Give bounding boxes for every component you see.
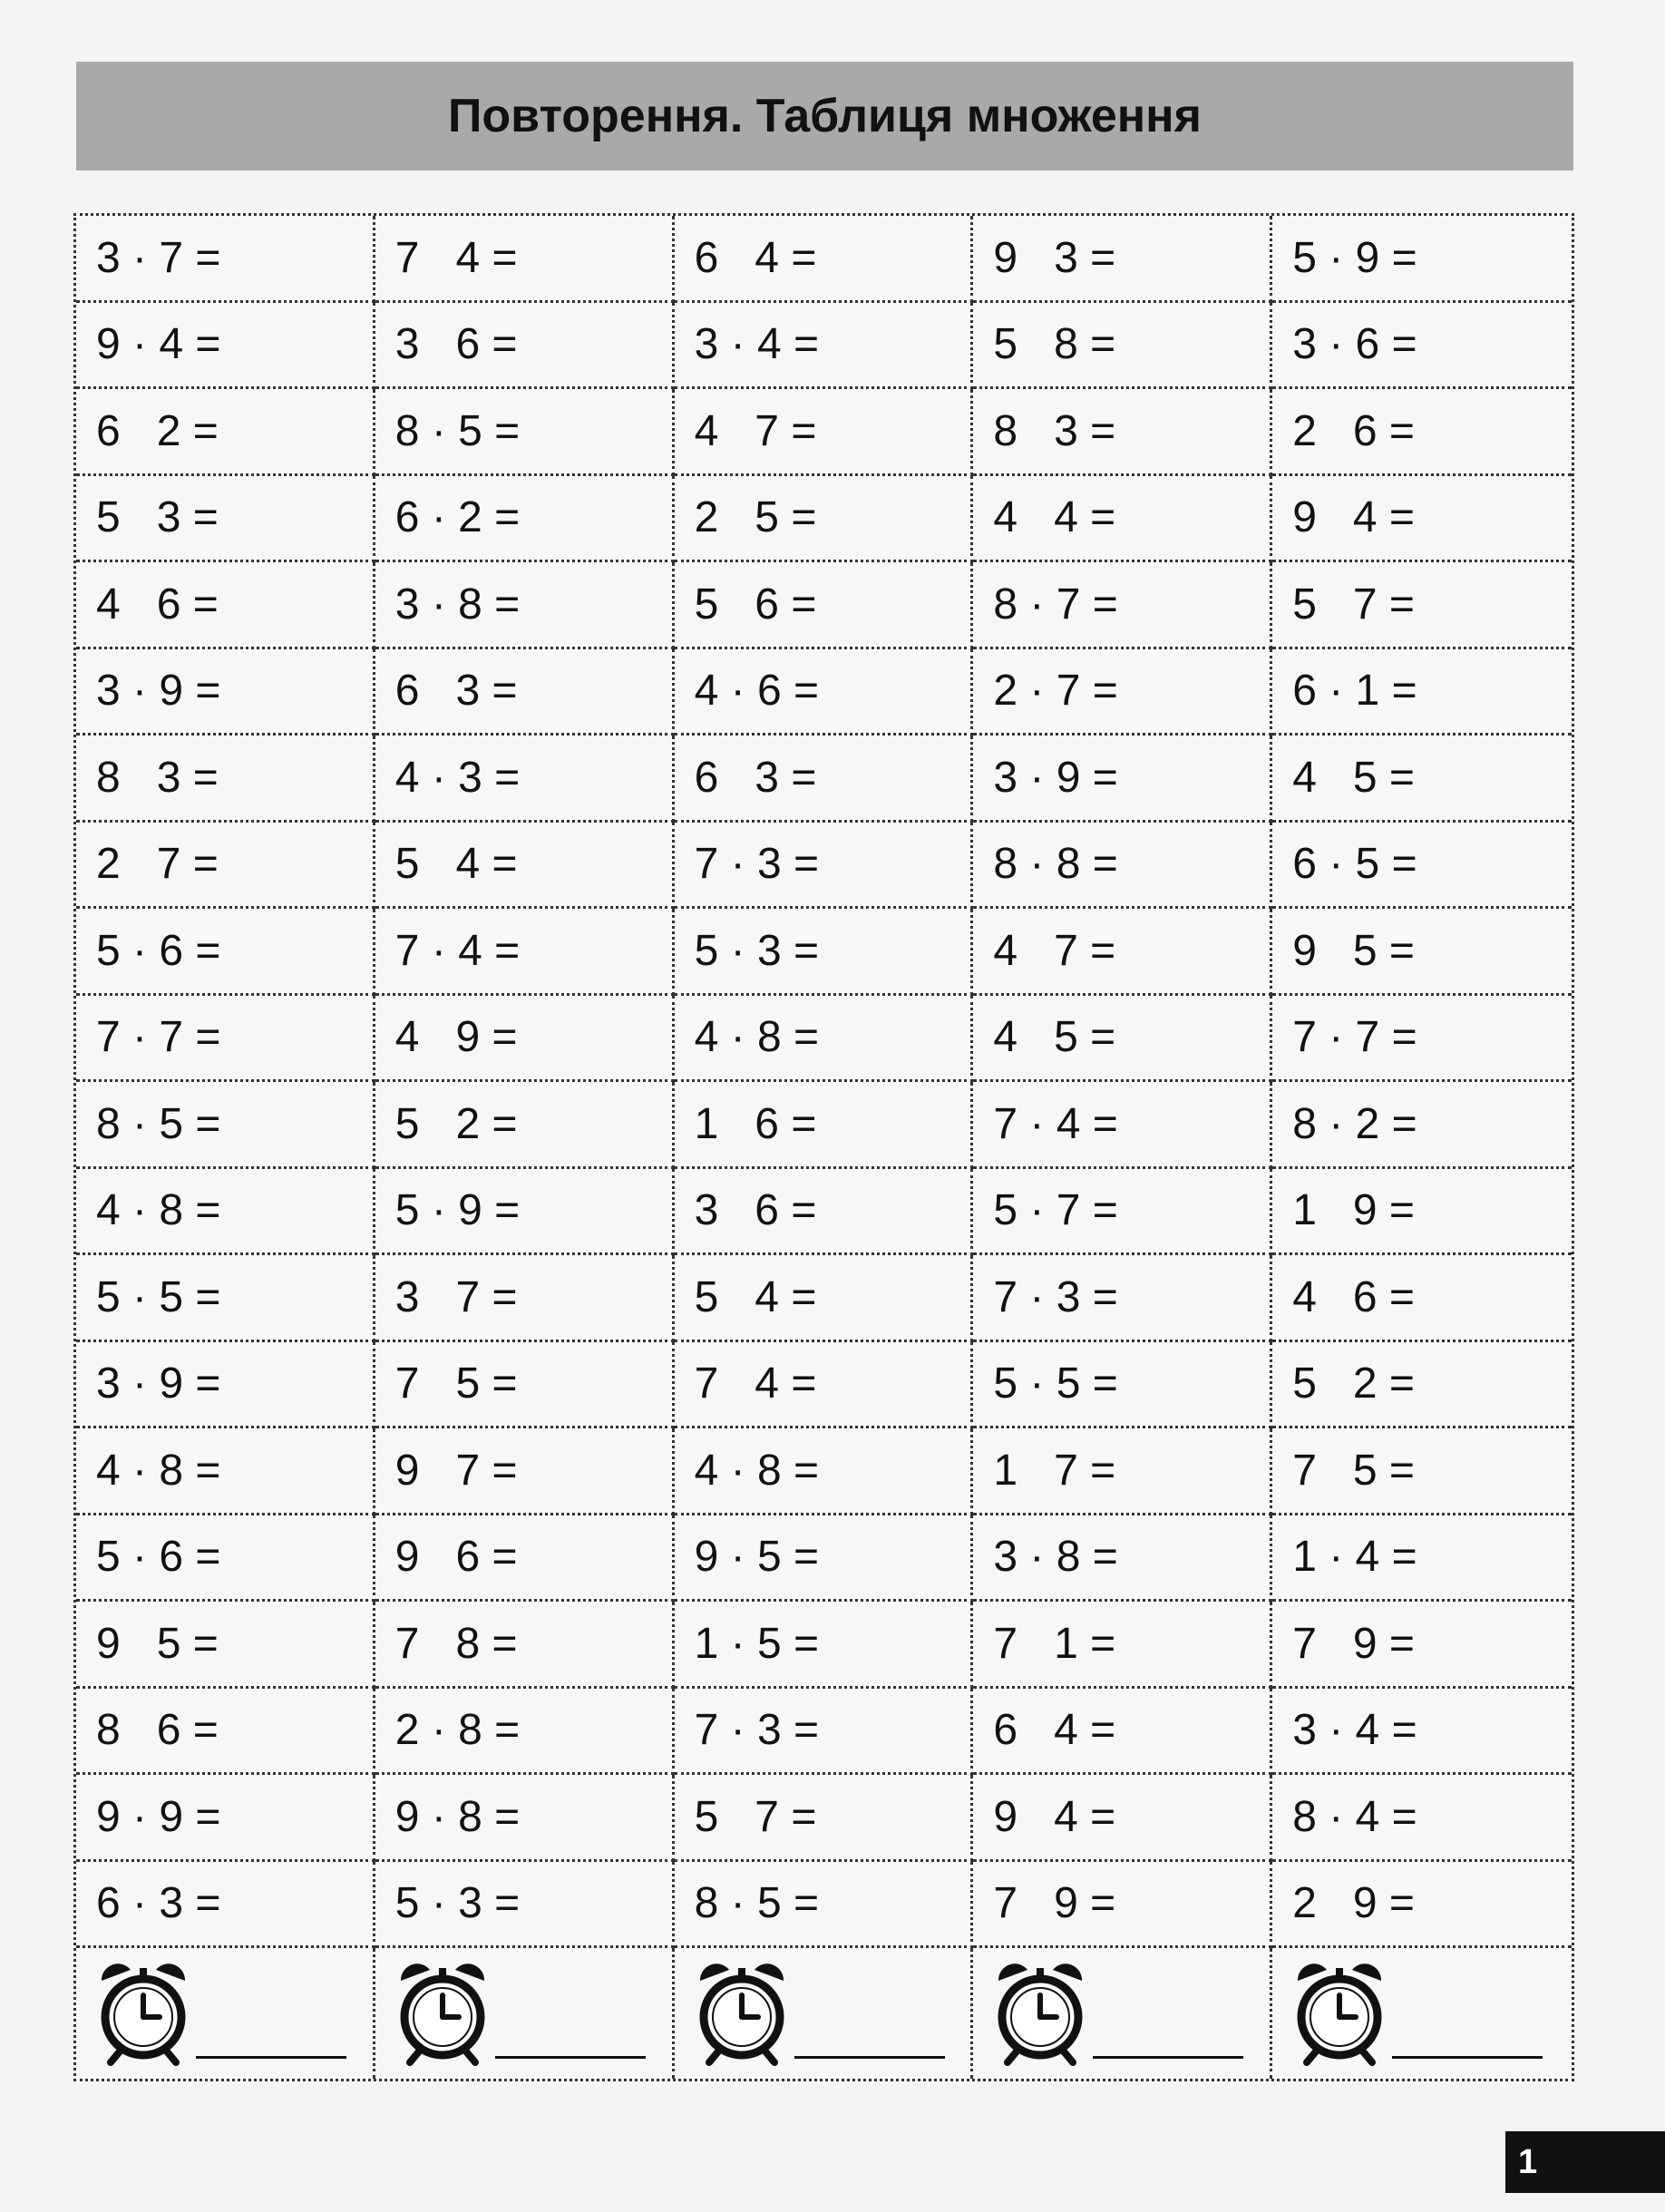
exercise-cell[interactable]: 2 · 7 = — [973, 649, 1272, 736]
exercise-cell[interactable]: 2 5 = — [675, 476, 974, 563]
exercise-cell[interactable]: 5 · 9 = — [375, 1169, 675, 1256]
exercise-cell[interactable]: 7 · 3 = — [675, 1689, 974, 1776]
exercise-cell[interactable]: 6 · 5 = — [1272, 823, 1572, 910]
exercise-cell[interactable]: 5 · 6 = — [76, 909, 375, 996]
exercise-cell[interactable]: 5 · 3 = — [375, 1862, 675, 1949]
exercise-cell[interactable]: 1 · 5 = — [675, 1602, 974, 1689]
exercise-cell[interactable]: 6 · 1 = — [1272, 649, 1572, 736]
exercise-cell[interactable]: 9 · 4 = — [76, 303, 375, 390]
exercise-cell[interactable]: 5 8 = — [973, 303, 1272, 390]
exercise-cell[interactable]: 5 4 = — [375, 823, 675, 910]
exercise-cell[interactable]: 7 · 7 = — [76, 996, 375, 1083]
exercise-cell[interactable]: 8 · 7 = — [973, 562, 1272, 649]
exercise-cell[interactable]: 3 6 = — [375, 303, 675, 390]
exercise-cell[interactable]: 3 · 9 = — [973, 736, 1272, 823]
exercise-cell[interactable]: 4 9 = — [375, 996, 675, 1083]
exercise-cell[interactable]: 8 6 = — [76, 1689, 375, 1776]
exercise-cell[interactable]: 5 7 = — [675, 1775, 974, 1862]
time-answer-line[interactable] — [794, 2056, 945, 2059]
exercise-cell[interactable]: 4 · 3 = — [375, 736, 675, 823]
timer-cell — [675, 1948, 974, 2079]
alarm-clock-icon — [395, 1961, 490, 2079]
exercise-cell[interactable]: 8 · 2 = — [1272, 1082, 1572, 1169]
alarm-clock-icon — [96, 1961, 190, 2079]
exercise-cell[interactable]: 6 3 = — [675, 736, 974, 823]
timer-cell — [76, 1948, 375, 2079]
exercise-cell[interactable]: 5 4 = — [675, 1255, 974, 1342]
exercise-cell[interactable]: 3 7 = — [375, 1255, 675, 1342]
exercise-cell[interactable]: 5 · 9 = — [1272, 216, 1572, 303]
exercise-cell[interactable]: 7 · 7 = — [1272, 996, 1572, 1083]
exercise-cell[interactable]: 4 6 = — [1272, 1255, 1572, 1342]
exercise-cell[interactable]: 3 · 9 = — [76, 649, 375, 736]
exercise-cell[interactable]: 7 5 = — [375, 1342, 675, 1429]
exercise-cell[interactable]: 9 5 = — [1272, 909, 1572, 996]
exercise-cell[interactable]: 8 · 5 = — [375, 389, 675, 476]
exercise-cell[interactable]: 2 7 = — [76, 823, 375, 910]
exercise-cell[interactable]: 4 6 = — [76, 562, 375, 649]
exercise-cell[interactable]: 9 3 = — [973, 216, 1272, 303]
exercise-cell[interactable]: 3 · 4 = — [675, 303, 974, 390]
exercise-cell[interactable]: 5 · 6 = — [76, 1515, 375, 1603]
exercise-cell[interactable]: 5 · 5 = — [973, 1342, 1272, 1429]
exercise-cell[interactable]: 7 1 = — [973, 1602, 1272, 1689]
exercise-cell[interactable]: 1 6 = — [675, 1082, 974, 1169]
exercise-cell[interactable]: 4 7 = — [973, 909, 1272, 996]
exercise-cell[interactable]: 6 2 = — [76, 389, 375, 476]
exercise-cell[interactable]: 8 · 4 = — [1272, 1775, 1572, 1862]
time-answer-line[interactable] — [1093, 2056, 1243, 2059]
exercise-cell[interactable]: 7 · 3 = — [675, 823, 974, 910]
exercise-cell[interactable]: 2 6 = — [1272, 389, 1572, 476]
alarm-clock-icon — [1292, 1961, 1387, 2079]
exercise-cell[interactable]: 4 5 = — [973, 996, 1272, 1083]
exercise-cell[interactable]: 4 4 = — [973, 476, 1272, 563]
exercise-cell[interactable]: 7 · 3 = — [973, 1255, 1272, 1342]
exercise-cell[interactable]: 3 6 = — [675, 1169, 974, 1256]
alarm-clock-icon — [993, 1961, 1087, 2079]
exercise-cell[interactable]: 9 · 9 = — [76, 1775, 375, 1862]
exercise-cell[interactable]: 8 · 8 = — [973, 823, 1272, 910]
exercise-cell[interactable]: 9 4 = — [1272, 476, 1572, 563]
exercise-cell[interactable]: 1 7 = — [973, 1428, 1272, 1515]
exercise-cell[interactable]: 5 · 3 = — [675, 909, 974, 996]
exercise-cell[interactable]: 8 3 = — [76, 736, 375, 823]
exercise-cell[interactable]: 9 · 8 = — [375, 1775, 675, 1862]
exercise-cell[interactable]: 3 · 6 = — [1272, 303, 1572, 390]
exercise-cell[interactable]: 4 · 8 = — [76, 1428, 375, 1515]
exercise-cell[interactable]: 7 · 4 = — [375, 909, 675, 996]
exercise-cell[interactable]: 9 4 = — [973, 1775, 1272, 1862]
exercise-cell[interactable]: 3 · 8 = — [973, 1515, 1272, 1603]
exercise-cell[interactable]: 5 7 = — [1272, 562, 1572, 649]
exercise-cell[interactable]: 5 6 = — [675, 562, 974, 649]
exercise-cell[interactable]: 8 3 = — [973, 389, 1272, 476]
exercise-cell[interactable]: 8 · 5 = — [675, 1862, 974, 1949]
exercise-cell[interactable]: 7 4 = — [375, 216, 675, 303]
exercise-cell[interactable]: 8 · 5 = — [76, 1082, 375, 1169]
exercise-cell[interactable]: 5 2 = — [1272, 1342, 1572, 1429]
exercise-cell[interactable]: 7 8 = — [375, 1602, 675, 1689]
exercise-cell[interactable]: 6 3 = — [375, 649, 675, 736]
exercise-cell[interactable]: 7 9 = — [973, 1862, 1272, 1949]
exercise-cell[interactable]: 4 · 8 = — [76, 1169, 375, 1256]
exercise-cell[interactable]: 3 · 8 = — [375, 562, 675, 649]
timer-cell — [973, 1948, 1272, 2079]
timer-cell — [1272, 1948, 1572, 2079]
exercise-cell[interactable]: 9 6 = — [375, 1515, 675, 1603]
exercise-cell[interactable]: 6 · 2 = — [375, 476, 675, 563]
exercise-cell[interactable]: 2 · 8 = — [375, 1689, 675, 1776]
exercise-cell[interactable]: 6 4 = — [675, 216, 974, 303]
exercise-cell[interactable]: 1 9 = — [1272, 1169, 1572, 1256]
exercise-cell[interactable]: 2 9 = — [1272, 1862, 1572, 1949]
exercise-cell[interactable]: 7 · 4 = — [973, 1082, 1272, 1169]
exercise-cell[interactable]: 6 · 3 = — [76, 1862, 375, 1949]
title-banner — [76, 62, 1573, 171]
exercise-cell[interactable]: 5 · 5 = — [76, 1255, 375, 1342]
exercise-cell[interactable]: 4 5 = — [1272, 736, 1572, 823]
timer-cell — [375, 1948, 675, 2079]
exercise-cell[interactable]: 4 · 8 = — [675, 1428, 974, 1515]
exercise-cell[interactable]: 3 · 7 = — [76, 216, 375, 303]
time-answer-line[interactable] — [196, 2056, 346, 2059]
exercise-cell[interactable]: 4 · 8 = — [675, 996, 974, 1083]
page-title: Повторення. Таблиця множення — [448, 90, 1202, 142]
exercise-cell[interactable]: 7 5 = — [1272, 1428, 1572, 1515]
exercise-cell[interactable]: 6 4 = — [973, 1689, 1272, 1776]
exercise-cell[interactable]: 4 7 = — [675, 389, 974, 476]
exercise-cell[interactable]: 9 7 = — [375, 1428, 675, 1515]
exercise-cell[interactable]: 7 4 = — [675, 1342, 974, 1429]
page-number: 1 — [1505, 2131, 1665, 2193]
exercise-cell[interactable]: 9 5 = — [76, 1602, 375, 1689]
time-answer-line[interactable] — [1392, 2056, 1543, 2059]
time-answer-line[interactable] — [495, 2056, 646, 2059]
alarm-clock-icon — [695, 1961, 789, 2079]
exercise-cell[interactable]: 3 · 4 = — [1272, 1689, 1572, 1776]
exercise-cell[interactable]: 1 · 4 = — [1272, 1515, 1572, 1603]
exercise-cell[interactable]: 5 2 = — [375, 1082, 675, 1169]
exercise-cell[interactable]: 9 · 5 = — [675, 1515, 974, 1603]
exercise-grid — [73, 213, 1574, 2081]
exercise-cell[interactable]: 7 9 = — [1272, 1602, 1572, 1689]
exercise-cell[interactable]: 5 · 7 = — [973, 1169, 1272, 1256]
exercise-cell[interactable]: 4 · 6 = — [675, 649, 974, 736]
exercise-cell[interactable]: 3 · 9 = — [76, 1342, 375, 1429]
exercise-cell[interactable]: 5 3 = — [76, 476, 375, 563]
